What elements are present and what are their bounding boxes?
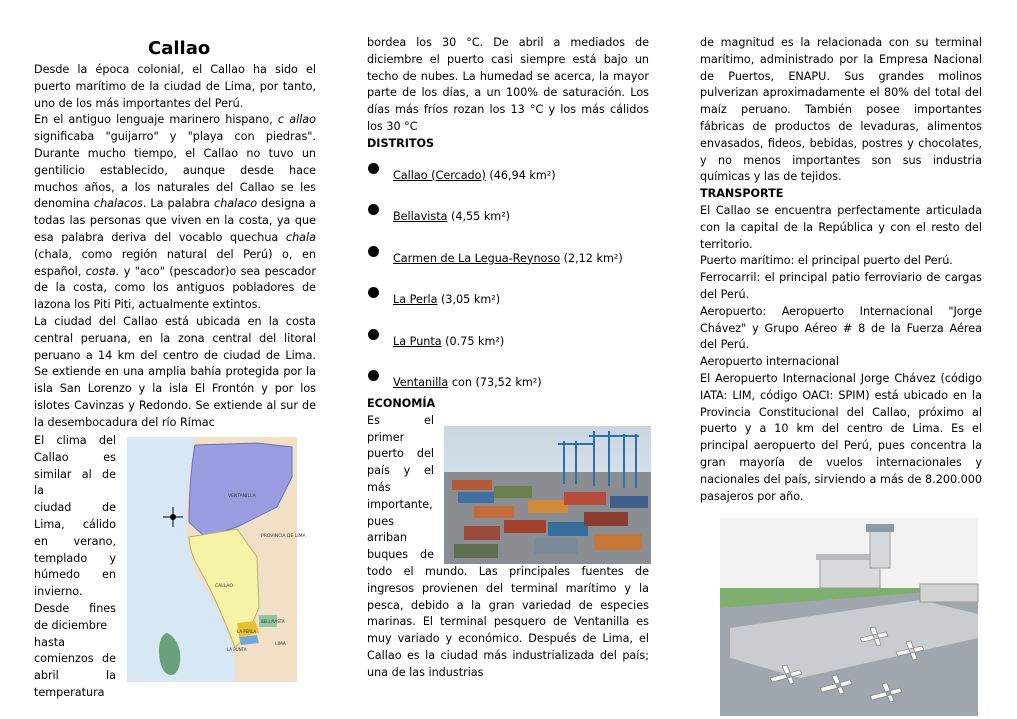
distritos-list [367,161,649,397]
page-title: Callao [148,38,211,59]
district-link[interactable]: La Perla [393,293,438,307]
bullet-icon [368,329,379,340]
column-2 [367,35,649,682]
transport-intro: El Callao se encuentra perfectamente articulada con la capital de la República y con el resto del territorio. [700,203,982,251]
intro-paragraph: Desde la época colonial, el Callao ha sido el puerto marítimo de la ciudad de Lima, por tanto, uno de los más importantes del Perú. [34,63,316,110]
bullet-icon [368,246,379,257]
district-link[interactable]: La Punta [393,334,442,348]
column-3 [700,35,982,505]
transport-rail: Ferrocarril: el principal patio ferroviario de cargas del Perú. [700,271,982,301]
list-item: La Perla (3,05 km²) [367,285,649,327]
list-item: Carmen de La Legua-Reynoso (2,12 km²) [367,244,649,286]
map-label-lima: LIMA [275,642,286,647]
airport-paragraph: El Aeropuerto Internacional Jorge Chávez (código IATA: LIM, código OACI: SPIM) está ubicado en la Provincia Constitucional del Callao, próximo al puerto y a 10 km del centro de Lima. Es el principal aeropuerto del Perú, pues concentra la gran mayoría de vuelos internacionales y nacionales del país, sirviendo a más de 8.200.000 pasajeros por año. [700,371,982,503]
climate-continued-paragraph: bordea los 30 °C. De abril a mediados de diciembre el puerto casi siempre está bajo un techo de nubes. La humedad se acerca, la mayor parte de los días, a un 100% de saturación. Los días más fríos rozan los 13 °C y los más cálidos los 30 °C [367,36,649,133]
bullet-icon [368,370,379,381]
location-paragraph: La ciudad del Callao está ubicada en la costa central peruana, en la zona central del litoral peruano a 14 km del centro de ciudad de Lima. Se extiende en una amplia bahía protegida por la isla San Lorenzo y la isla El Frontón y por los islotes Cavinzas y Redondo. Se extiende al sur de la desembocadura del río Rímac [34,314,316,429]
list-item: Ventanilla con (73,52 km²) [367,368,649,396]
district-link[interactable]: Bellavista [393,210,448,224]
map-label-ventanilla: VENTANILLA [228,494,256,499]
industry-paragraph: de magnitud es la relacionada con su terminal marítimo, administrado por la Empresa Nacional de Puertos, ENAPU. Sus grandes molinos pulverizan aproximadamente el 80% del total del maíz peruano. También posee importantes fábricas de productos de levaduras, alimentos envasados, fideos, bebidas, postres y chocolates, y no menos importantes son sus industria químicas y las de tejidos. [700,36,982,184]
economia-heading: ECONOMÍA [367,397,436,411]
district-link[interactable]: Callao (Cercado) [393,168,486,182]
callao-map-image [127,437,306,682]
list-item: Bellavista (4,55 km²) [367,202,649,244]
economy-narrow-text: Es el primer puerto del país y el más importante, pues arriban buques de [367,413,434,562]
map-label-bellavista: BELLAVISTA [261,619,285,624]
airport-subheading: Aeropuerto internacional [700,355,839,369]
economy-paragraph: todo el mundo. Las principales fuentes de ingresos provienen del terminal marítimo y la pesca, debido a la gran variedad de especies marinas. El terminal pesquero de Ventanilla es muy variado y económico. Después de Lima, el Callao es la ciudad más industrializada del país; una de las industrias [367,565,649,679]
bullet-icon [368,287,379,298]
bullet-icon [368,163,379,174]
airport-photo [720,518,978,716]
map-label-lapunta: LA PUNTA [227,647,247,652]
bullet-icon [368,204,379,215]
district-link[interactable]: Carmen de La Legua-Reynoso [393,251,561,265]
map-label-laperla: LA PERLA [237,629,257,634]
port-photo [444,426,651,564]
map-label-provincia: PROVINCIA DE LIMA [261,534,306,539]
etymology-paragraph: En el antiguo lenguaje marinero hispano, c allao significaba "guijarro" y "playa con piedras". Durante mucho tiempo, el Callao no tuvo un gentilicio establecido, aunque desde hace muchos años, a los naturales del Callao se les denomina chalacos. La palabra chalaco designa a todas las personas que viven en la costa, ya que esa palabra deriva del vocablo quechua chala (chala, como región natural del Perú) o, en español, costa. y "aco" (pescador)o sea pescador de la costa, como los antiguos pobladores de lazona los Piti Piti, actualmente extintos. [34,113,317,312]
map-label-callao: CALLAO [215,584,233,589]
list-item: La Punta (0.75 km²) [367,327,649,369]
climate-narrow-text: El clima del Callao es similar al de la ciudad de Lima, cálido en verano, templado y húmedo en invierno. Desde fines de diciembre hasta comienzos de abril la temperatura [34,434,116,699]
transport-airport: Aeropuerto: Aeropuerto Internacional "Jorge Chávez" y Grupo Aéreo # 8 de la Fuerza Aérea del Perú. [700,304,982,352]
transporte-heading: TRANSPORTE [700,187,784,201]
list-item: Callao (Cercado) (46,94 km²) [367,161,649,203]
transport-port: Puerto marítimo: el principal puerto del Perú. [700,254,953,268]
district-link[interactable]: Ventanilla [393,376,449,390]
distritos-heading: DISTRITOS [367,136,435,150]
